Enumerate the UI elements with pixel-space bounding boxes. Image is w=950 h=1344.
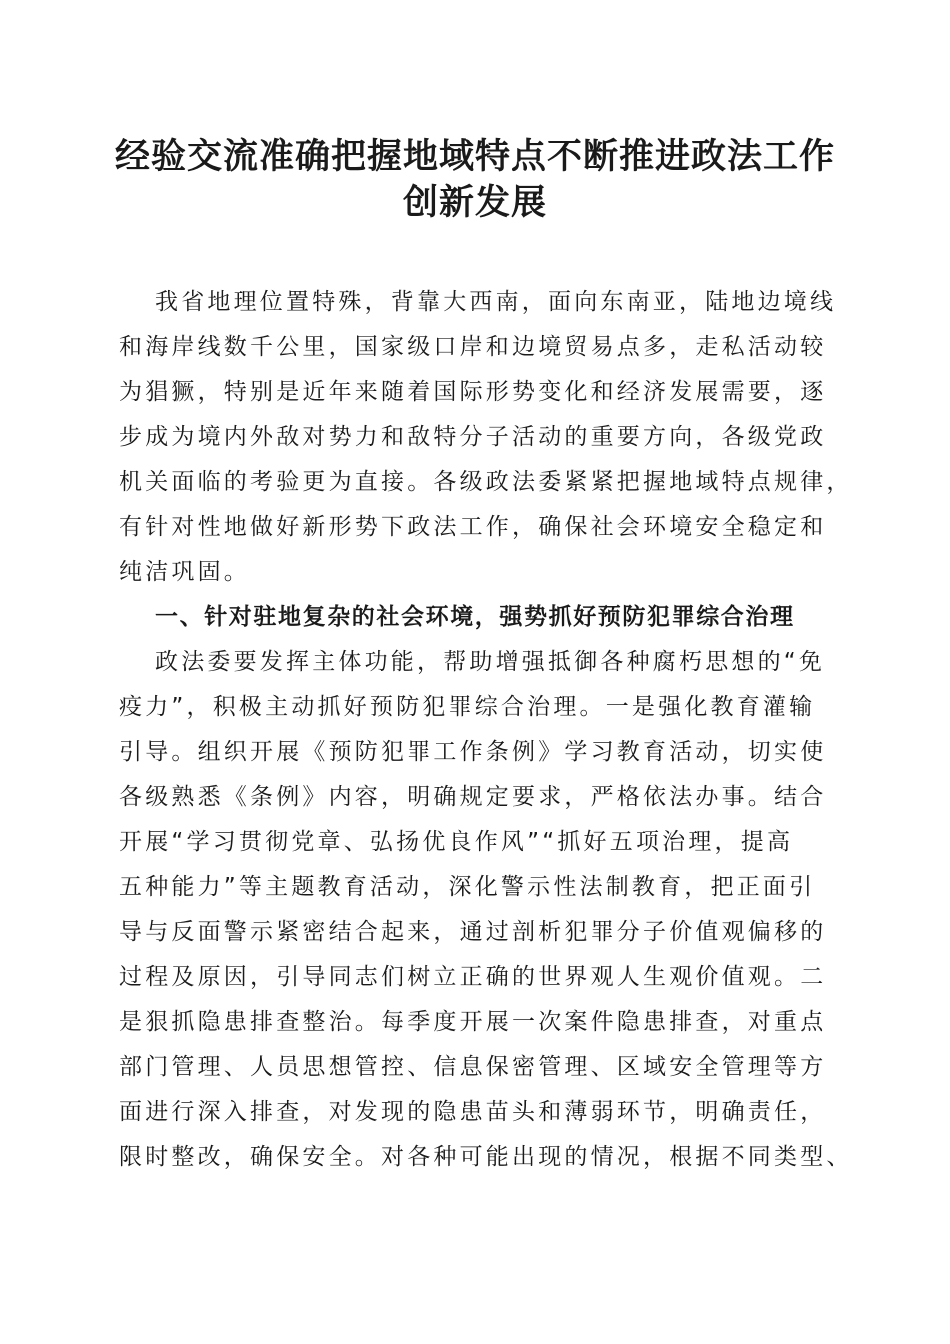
text-line: 面进行深入排查，对发现的隐患苗头和薄弱环节，明确责任， [119,1099,827,1125]
text-line: 步成为境内外敌对势力和敌特分子活动的重要方向，各级党政 [119,424,827,450]
text-line: 疫力”，积极主动抓好预防犯罪综合治理。一是强化教育灌输 [119,694,816,720]
text-line: 部门管理、人员思想管控、信息保密管理、区域安全管理等方 [119,1054,827,1080]
text-line: 和海岸线数千公里，国家级口岸和边境贸易点多，走私活动较 [119,334,827,360]
text-line: 政法委要发挥主体功能，帮助增强抵御各种腐朽思想的“免 [155,649,826,675]
text-line: 导与反面警示紧密结合起来，通过剖析犯罪分子价值观偏移的 [119,919,827,945]
document-body [119,280,853,1180]
text-line: 是狠抓隐患排查整治。每季度开展一次案件隐患排查，对重点 [119,1009,827,1035]
text-line: 机关面临的考验更为直接。各级政法委紧紧把握地域特点规律， [119,469,853,495]
text-line: 各级熟悉《条例》内容，明确规定要求，严格依法办事。结合 [119,784,827,810]
text-line: 过程及原因，引导同志们树立正确的世界观人生观价值观。二 [119,964,827,990]
section-paragraph [119,640,853,1180]
text-line: 我省地理位置特殊，背靠大西南，面向东南亚，陆地边境线 [155,289,837,315]
title-line: 创新发展 [402,182,547,223]
text-line: 为猖獗，特别是近年来随着国际形势变化和经济发展需要，逐 [119,379,827,405]
text-line: 五种能力”等主题教育活动，深化警示性法制教育，把正面引 [119,874,816,900]
intro-paragraph [119,280,853,595]
section-heading [119,595,834,640]
text-line: 引导。组织开展《预防犯罪工作条例》学习教育活动，切实使 [119,739,827,765]
document-title [100,134,850,226]
text-line: 开展“学习贯彻党章、弘扬优良作风”“抓好五项治理，提高 [119,829,794,855]
text-line: 限时整改，确保安全。对各种可能出现的情况，根据不同类型、 [119,1144,853,1170]
section-heading-text: 一、针对驻地复杂的社会环境，强势抓好预防犯罪综合治理 [155,604,795,630]
text-line: 有针对性地做好新形势下政法工作，确保社会环境安全稳定和 [119,514,827,540]
title-line: 经验交流准确把握地域特点不断推进政法工作 [114,136,835,177]
text-line: 纯洁巩固。 [119,559,250,585]
